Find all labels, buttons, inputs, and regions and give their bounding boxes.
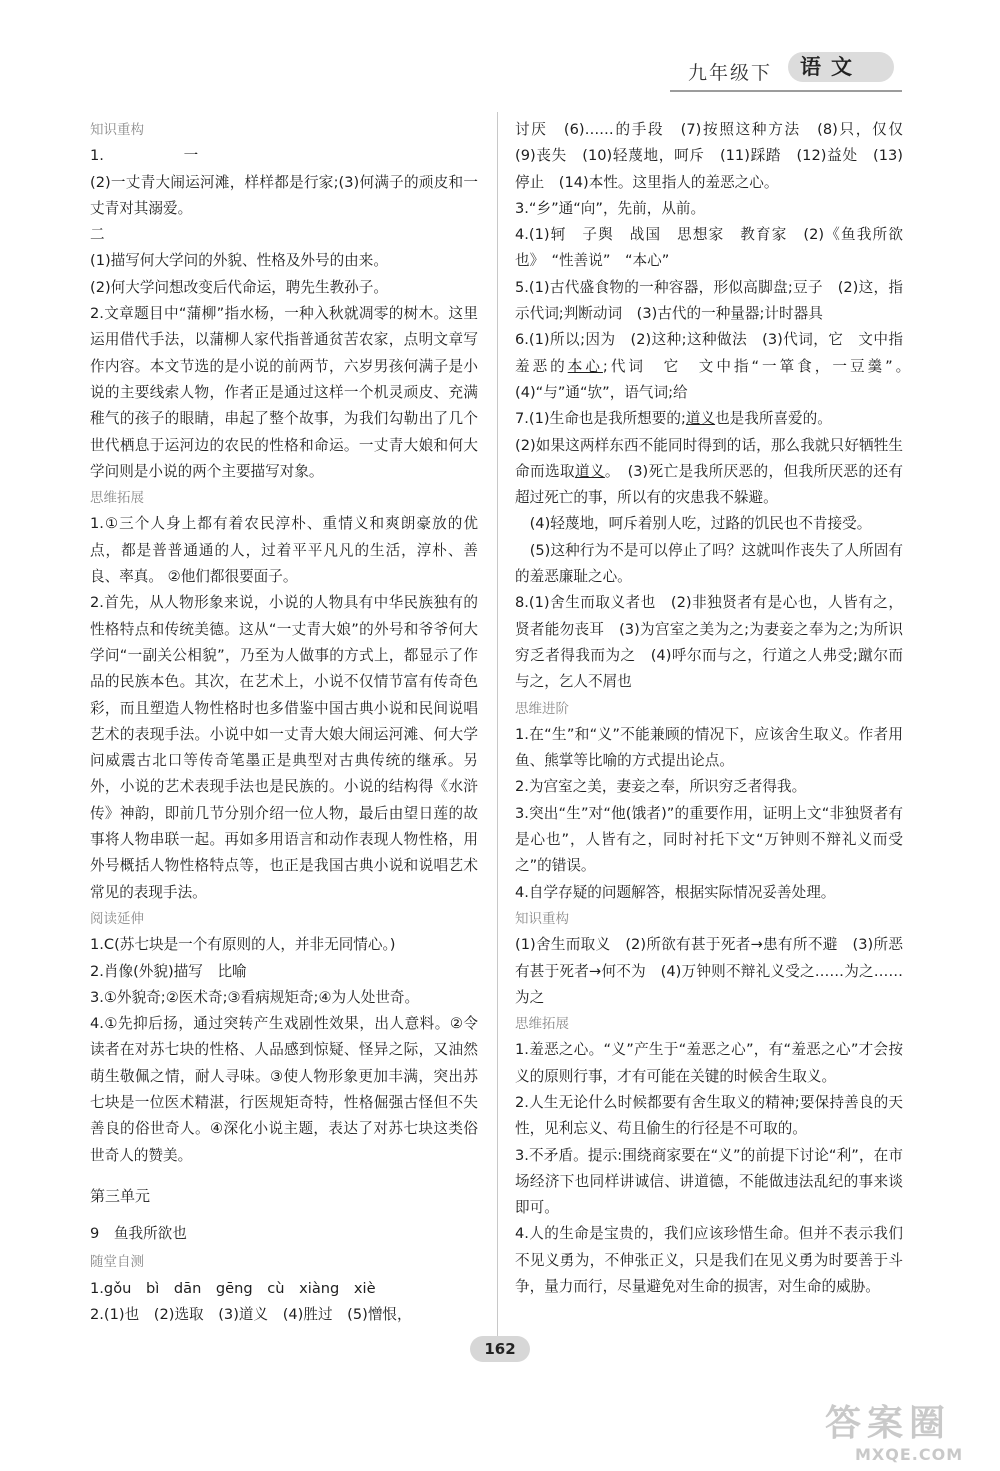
answer-line: 1.在“生”和“义”不能兼顾的情况下，应该舍生取义。作者用鱼、熊掌等比喻的方式提出论点。 [515, 725, 903, 770]
watermark-url: MXQE.COM [855, 1445, 964, 1464]
answer-line: 6.(1)所以;因为 (2)这种;这种做法 (3)代词，它 文中指羞恶的本心;代词 它 文中指“一箪食，一豆羹”。 (4)“与”通“欤”，语气词;给 [515, 331, 918, 401]
answer-line: 1.羞恶之心。“义”产生于“羞恶之心”，有“羞恶之心”才会按义的原则行事，才有可能在关键的时候舍生取义。 [515, 1041, 903, 1085]
underlined-word: 本心 [567, 357, 603, 375]
section-heading: 随堂自测 [90, 1254, 144, 1271]
section-heading: 思维拓展 [90, 490, 144, 507]
answer-line: 2.人生无论什么时候都要有舍生取义的精神;要保持善良的天性，见利忘义、苟且偷生的行径是不可取的。 [515, 1093, 903, 1138]
answer-line: 2.肖像(外貌)描写 比喻 [90, 962, 247, 980]
subject-badge: 语文 [788, 52, 894, 82]
watermark-logo: 答案圈 [825, 1403, 952, 1444]
sub-heading: 一 [183, 147, 199, 165]
answer-line: 1.C(苏七块是一个有原则的人，并非无同情心。) [90, 936, 396, 954]
section-heading: 阅读延伸 [90, 910, 144, 927]
section-heading: 思维拓展 [515, 1016, 569, 1033]
answer-line: 3.“乡”通“向”，先前，从前。 [515, 199, 706, 217]
answer-line: 7.(1)生命也是我所想要的;道义也是我所喜爱的。 [515, 410, 832, 428]
answer-line: 5.(1)古代盛食物的一种容器，形似高脚盘;豆子 (2)这，指示代词;判断动词 (3)古代的一种量器;计时器具 [515, 278, 903, 323]
right-column [515, 117, 918, 1300]
answer-line: (2)何大学问想改变后代命运，聘先生教孙子。 [90, 278, 388, 296]
answer-line: 1.gǒu bì dān gēng cù xiàng xiè [90, 1279, 376, 1297]
answer-line: 8.(1)舍生而取义者也 (2)非独贤者有是心也，人皆有之，贤者能勿丧耳 (3)为宫室之美为之;为妻妾之奉为之;为所识穷乏者得我而为之 (4)呼尔而与之，行道之人弗受;蹴尔而与之，乞人不屑也 [515, 594, 903, 691]
unit-title: 第三单元 [90, 1186, 151, 1205]
header-rule [670, 90, 902, 92]
answer-line: 讨厌 (6)……的手段 (7)按照这种方法 (8)只，仅仅 (9)丧失 (10)轻蔑地，呵斥 (11)踩踏 (12)益处 (13)停止 (14)本性。这里指人的羞恶之心。 [515, 121, 918, 191]
answer-line: 4.①先抑后扬，通过突转产生戏剧性效果，出人意料。②令读者在对苏七块的性格、人品感到惊疑、怪异之际，又油然萌生敬佩之情，耐人寻味。③使人物形象更加丰满，突出苏七块是一位医术精湛，行医规矩奇特，性格倔强古怪但不失善良的俗世奇人。④深化小说主题，表达了对苏七块这类俗世奇人的赞美。 [90, 1015, 478, 1164]
answer-line: 3.①外貌奇;②医术奇;③看病规矩奇;④为人处世奇。 [90, 988, 420, 1006]
section-heading: 思维进阶 [515, 700, 569, 717]
answer-line: (1)舍生而取义 (2)所欲有甚于死者→患有所不避 (3)所恶有甚于死者→何不为 (4)万钟则不辩礼义受之……为之……为之 [515, 936, 903, 1006]
answer-line: 3.突出“生”对“他(饿者)”的重要作用，证明上文“非独贤者有是心也”，人皆有之，同时衬托下文“万钟则不辩礼义而受之”的错误。 [515, 804, 903, 875]
section-heading: 知识重构 [90, 122, 144, 138]
answer-line: (5)这种行为不是可以停止了吗？这就叫作丧失了人所固有的羞恶廉耻之心。 [515, 541, 903, 586]
answer-line: (4)轻蔑地，呵斥着别人吃，过路的饥民也不肯接受。 [515, 515, 872, 533]
answer-line: (1)描写何大学问的外貌、性格及外号的由来。 [90, 252, 388, 270]
column-divider [497, 112, 498, 1352]
lesson-title: 9 鱼我所欲也 [90, 1225, 187, 1243]
answer-line: 1.①三个人身上都有着农民淳朴、重情义和爽朗豪放的优点，都是普普通通的人，过着平平凡凡的生活，淳朴、善良、率真。 ②他们都很要面子。 [90, 515, 478, 586]
answer-line: 2.为宫室之美，妻妾之奉，所识穷乏者得我。 [515, 778, 807, 796]
page-number: 162 [470, 1336, 530, 1362]
answer-line: 3.不矛盾。提示:围绕商家要在“义”的前提下讨论“利”，在市场经济下也同样讲诚信、讲道德，不能做违法乱纪的事来谈即可。 [515, 1146, 903, 1217]
answer-line: 2.文章题目中“蒲柳”指水杨，一种入秋就凋零的树木。这里运用借代手法，以蒲柳人家代指普通贫苦农家，点明文章写作内容。本文节选的是小说的前两节，六岁男孩何满子是小说的主要线索人物，作者正是通过这样一个机灵顽皮、充满稚气的孩子的眼睛，串起了整个故事，为我们勾勒出了几个世代栖息于运河边的农民的性格和命运。一丈青大娘和何大学问则是小说的两个主要描写对象。 [90, 305, 478, 480]
answer-line: 2.(1)也 (2)选取 (3)道义 (4)胜过 (5)憎恨， [90, 1306, 412, 1324]
section-heading: 知识重构 [515, 910, 569, 927]
answer-line: 4.自学存疑的问题解答，根据实际情况妥善处理。 [515, 883, 836, 901]
answer-line: (2)一丈青大闹运河滩，样样都是行家;(3)何满子的顽皮和一丈青对其溺爱。 [90, 173, 478, 217]
underlined-word: 道义 [574, 462, 605, 480]
underlined-word: 道义 [685, 410, 716, 428]
answer-line: 4.人的生命是宝贵的，我们应该珍惜生命。但并不表示我们不见义勇为，不伸张正义，只是我们在见义勇为时要善于斗争，量力而行，尽量避免对生命的损害，对生命的威胁。 [515, 1225, 903, 1296]
sub-heading: 二 [90, 226, 105, 244]
page-header [660, 50, 900, 90]
answer-line: 2.首先，从人物形象来说，小说的人物具有中华民族独有的性格特点和传统美德。这从“一丈青大娘”的外号和爷爷何大学问“一副关公相貌”，乃至为人做事的方式上，都显示了作品的民族本色。其次，在艺术上，小说不仅情节富有传奇色彩，而且塑造人物性格时也多借鉴中国古典小说和民间说唱艺术的表现手法。小说中如一丈青大娘大闹运河滩、何大学问威震古北口等传奇笔墨正是典型对古典传统的继承。另外，小说的艺术表现手法也是民族的。小说的结构得《水浒传》神韵，即前几节分别介绍一位人物，最后由望日莲的故事将人物串联一起。再如多用语言和动作表现人物性格，用外号概括人物性格特点等，也正是我国古典小说和说唱艺术常见的表现手法。 [90, 594, 478, 901]
answer-line: 4.(1)轲 子舆 战国 思想家 教育家 (2)《鱼我所欲也》 “性善说” “本心” [515, 226, 903, 270]
answer-line: 1. 一 [90, 143, 478, 169]
answer-line: (2)如果这两样东西不能同时得到的话，那么我就只好牺牲生命而选取道义。 (3)死亡是我所厌恶的，但我所厌恶的还有超过死亡的事，所以有的灾患我不躲避。 [515, 436, 903, 507]
left-column [90, 117, 478, 1328]
grade-label: 九年级下 [688, 62, 773, 84]
